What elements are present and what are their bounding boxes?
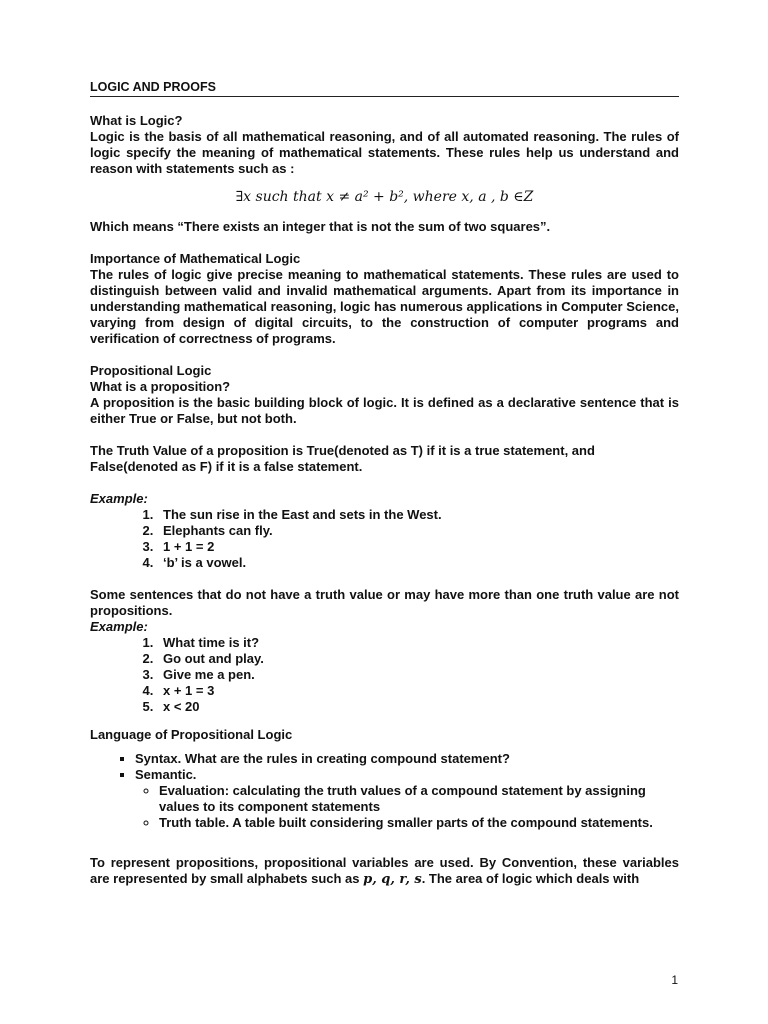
- list-item: 4. x + 1 = 3: [157, 683, 679, 699]
- what-is-proposition-heading: What is a proposition?: [90, 379, 231, 394]
- proposition-examples-list: [90, 507, 679, 571]
- represent-propositions-paragraph: [90, 855, 679, 888]
- truth-value-paragraph: The Truth Value of a proposition is True(denoted as T) if it is a true statement, and False(denoted as F) if it is a false statement.: [90, 443, 595, 474]
- semantic-sublist: [135, 783, 679, 831]
- list-item: 1. The sun rise in the East and sets in the West.: [157, 507, 679, 523]
- proposition-definition: A proposition is the basic building block of logic. It is defined as a declarative sentence that is either True or False, but not both.: [90, 395, 679, 426]
- example-label-2: Example:: [90, 619, 148, 634]
- list-item: 2. Go out and play.: [157, 651, 679, 667]
- list-item-semantic: [135, 767, 679, 831]
- semantic-text: Semantic.: [135, 767, 197, 782]
- propositional-variables: p, q, r, s: [363, 872, 422, 887]
- non-proposition-examples-list: [90, 635, 679, 715]
- list-item-syntax: [135, 751, 679, 767]
- page-content: [90, 79, 679, 888]
- which-means-sentence: Which means “There exists an integer that is not the sum of two squares”.: [90, 219, 551, 234]
- list-item-truth-table: ◦ Truth table. A table built considering smaller parts of the compound statements.: [159, 815, 679, 831]
- list-item: 3. Give me a pen.: [157, 667, 679, 683]
- list-item-evaluation: ◦ Evaluation: calculating the truth values of a compound statement by assigning values to its component statements: [159, 783, 679, 815]
- page-number: 1: [671, 973, 678, 987]
- not-propositions-paragraph: Some sentences that do not have a truth value or may have more than one truth value are not propositions.: [90, 587, 679, 618]
- existential-formula: ∃x such that x ≠ a² + b², where x, a , b ∈Z: [235, 189, 534, 205]
- propositional-logic-heading: Propositional Logic: [90, 363, 212, 378]
- importance-paragraph: The rules of logic give precise meaning to mathematical statements. These rules are used to distinguish between valid and invalid mathematical arguments. Apart from its importance in understanding mathematical reasoning, logic has numerous applications in Computer Science, varying from design of digital circuits, to the construction of computer programs and verification of correctness of programs.: [90, 267, 679, 346]
- importance-heading: Importance of Mathematical Logic: [90, 251, 301, 266]
- document-title: LOGIC AND PROOFS: [90, 79, 679, 97]
- list-item: 4. ‘b’ is a vowel.: [157, 555, 679, 571]
- list-item: 3. 1 + 1 = 2: [157, 539, 679, 555]
- example-label-1: Example:: [90, 491, 148, 506]
- logic-intro-paragraph: Logic is the basis of all mathematical reasoning, and of all automated reasoning. The rules of logic specify the meaning of mathematical statements. These rules help us understand and reason with statements such as :: [90, 129, 679, 176]
- list-item: 2. Elephants can fly.: [157, 523, 679, 539]
- language-heading: Language of Propositional Logic: [90, 727, 293, 742]
- what-is-logic-heading: What is Logic?: [90, 113, 183, 128]
- represent-text-after: . The area of logic which deals with: [421, 871, 640, 886]
- represent-text-before: To represent propositions, propositional variables are used. By Convention, these variables are represented by small alphabets such as: [90, 855, 679, 886]
- syntax-text: Syntax. What are the rules in creating compound statement?: [135, 751, 510, 766]
- language-components-list: [90, 751, 679, 831]
- list-item: 5. x < 20: [157, 699, 679, 715]
- list-item: 1. What time is it?: [157, 635, 679, 651]
